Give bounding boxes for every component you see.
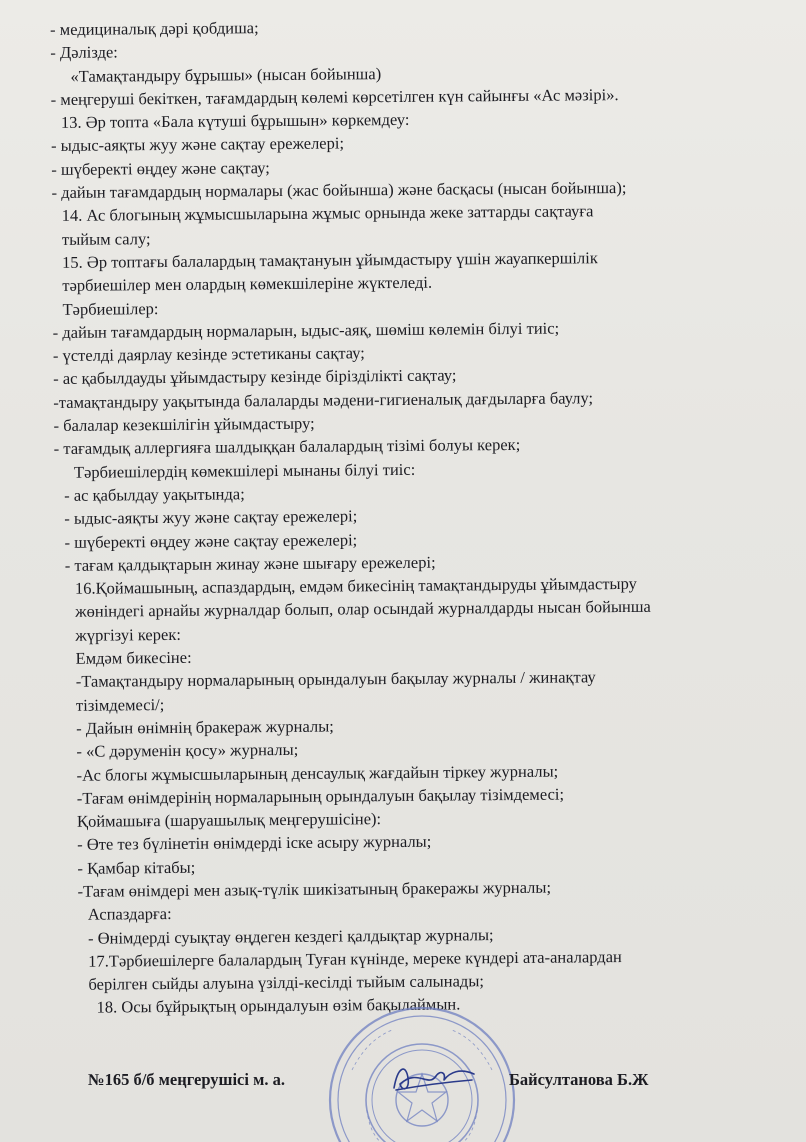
text-line: Емдәм бикесіне: <box>75 647 192 668</box>
text-line: - Өнімдерді суықтау өңдеген кездегі қалдықтар журналы; <box>87 924 494 948</box>
text-line: жөніндегі арнайы журналдар болып, олар осындай журналдарды нысан бойынша <box>75 597 651 622</box>
text-line: -тамақтандыру уақытында балаларды мәдени-гигиеналық дағдыларға баулу; <box>53 388 594 412</box>
text-line: жүргізуі керек: <box>75 624 181 645</box>
text-line: - ыдыс-аяқты жуу және сақтау ережелері; <box>64 506 358 529</box>
text-line: -Тағам өнімдері мен азық-түлік шикізатының бракеражы журналы; <box>77 877 552 901</box>
text-line: - медициналық дәрі қобдиша; <box>50 18 259 39</box>
text-line: 14. Ас блогының жұмысшыларына жұмыс орнында жеке заттарды сақтауға <box>61 201 594 226</box>
text-line: - Өте тез бүлінетін өнімдерді іске асыру журналы; <box>77 832 432 855</box>
text-line: - «С дәруменін қосу» журналы; <box>76 740 299 762</box>
text-line: Тәрбиешілер: <box>62 298 159 319</box>
text-line: -Тамақтандыру нормаларының орындалуын бақылау журналы / жинақтау <box>75 667 596 692</box>
signature <box>388 1058 478 1098</box>
text-line: - Дайын өнімнің бракераж журналы; <box>76 716 334 738</box>
text-line: - үстелді даярлау кезінде эстетиканы сақтау; <box>52 343 365 366</box>
text-line: - ас қабылдауды ұйымдастыру кезінде бірізділікті сақтау; <box>53 365 457 389</box>
signer-position: №165 б/б меңгерушісі м. а. <box>88 1070 285 1089</box>
text-line: берілген сыйды алуына үзілді-кесілді тыйым салынады; <box>88 971 485 994</box>
text-line: - ыдыс-аяқты жуу және сақтау ережелері; <box>51 133 345 156</box>
text-line: 17.Тәрбиешілерге балалардың Туған күнінде, мереке күндері ата-аналардан <box>88 946 622 971</box>
text-line: 18. Осы бұйрықтың орындалуын өзім бақылаймын. <box>96 994 461 1018</box>
text-line: - тағамдық аллергияға шалдыққан балалардың тізімі болуы керек; <box>53 435 521 459</box>
text-line: -Тағам өнімдерінің нормаларының орындалуын бақылау тізімдемесі; <box>76 784 565 808</box>
text-line: Тәрбиешілердің көмекшілері мынаны білуі тиіс: <box>73 459 416 482</box>
text-line: тәрбиешілер мен олардың көмекшілеріне жүктеледі. <box>62 272 433 296</box>
text-line: - Қамбар кітабы; <box>77 857 196 878</box>
text-line: тыйым салу; <box>61 228 151 249</box>
text-line: - дайын тағамдардың нормаларын, ыдыс-аяқ, шөміш көлемін білуі тиіс; <box>52 318 560 342</box>
text-line: 16.Қоймашының, аспаздардың, емдәм бикесінің тамақтандыруды ұйымдастыру <box>74 574 637 598</box>
text-line: - ас қабылдау уақытында; <box>64 484 245 505</box>
text-line: - Дәлізде: <box>50 42 118 63</box>
text-line: - балалар кезекшілігін ұйымдастыру; <box>53 413 315 436</box>
document-body <box>50 12 799 1020</box>
text-line: - шүберекті өңдеу және сақтау ережелері; <box>64 529 358 552</box>
text-line: тізімдемесі/; <box>75 694 165 715</box>
signer-name: Байсултанова Б.Ж <box>509 1070 649 1089</box>
text-line: 15. Әр топтағы балалардың тамақтануын ұйымдастыру үшін жауапкершілік <box>62 248 598 272</box>
text-line: - тағам қалдықтарын жинау және шығару ережелері; <box>64 552 436 575</box>
text-line: - меңгеруші бекіткен, тағамдардың көлемі көрсетілген күн сайынғы «Ас мәзірі». <box>50 84 619 109</box>
text-line: 13. Әр топта «Бала күтуші бұрышын» көркемдеу: <box>60 110 410 133</box>
text-line: Қоймашыға (шаруашылық меңгерушісіне): <box>76 809 382 831</box>
text-line: - дайын тағамдардың нормалары (жас бойынша) және басқасы (нысан бойынша); <box>51 178 627 203</box>
text-line: -Ас блогы жұмысшыларының денсаулық жағдайын тіркеу журналы; <box>76 761 559 785</box>
text-line: «Тамақтандыру бұрышы» (нысан бойынша) <box>70 63 382 86</box>
text-line: - шүберекті өңдеу және сақтау; <box>51 157 270 179</box>
text-line: Аспаздарға: <box>87 904 172 924</box>
